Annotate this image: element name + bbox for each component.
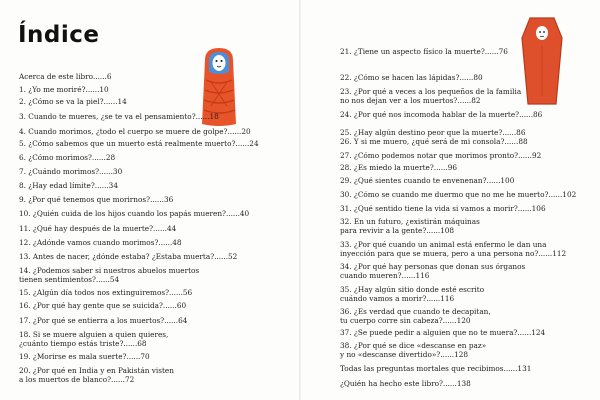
toc-entry[interactable]: 9. ¿Por qué tenemos que morirnos?......36 (19, 195, 174, 204)
toc-entry[interactable]: 25. ¿Hay algún destino peor que la muerte?......86 (340, 128, 526, 137)
toc-entry[interactable]: 27. ¿Cómo podemos notar que morimos pronto?......92 (340, 151, 542, 160)
toc-entry[interactable]: 15. ¿Algún día todos nos extinguiremos?......56 (19, 288, 193, 297)
toc-entry[interactable]: ¿Quién ha hecho este libro?......138 (340, 379, 471, 388)
toc-entry[interactable]: para revivir a la gente?......108 (340, 226, 455, 235)
toc-entry[interactable]: 8. ¿Hay edad límite?......34 (19, 181, 118, 190)
toc-entry[interactable]: 13. Antes de nacer, ¿dónde estaba? ¿Estaba muerta?......52 (19, 252, 238, 261)
toc-entry[interactable]: 33. ¿Por qué cuando un animal está enfermo le dan una (340, 240, 547, 249)
toc-entry[interactable]: tu cuerpo corre sin cabeza?......120 (340, 316, 471, 325)
toc-entry[interactable]: cuándo vamos a morir?......116 (340, 294, 455, 303)
toc-entry[interactable]: 21. ¿Tiene un aspecto físico la muerte?......76 (340, 47, 508, 56)
toc-entry[interactable]: 31. ¿Qué sentido tiene la vida si vamos a morir?......106 (340, 204, 546, 213)
toc-entry[interactable]: 6. ¿Cómo morimos?......28 (19, 153, 116, 162)
toc-entry[interactable]: 11. ¿Qué hay después de la muerte?......44 (19, 224, 177, 233)
toc-entry[interactable]: 7. ¿Cuándo morimos?......30 (19, 167, 123, 176)
toc-entry[interactable]: 12. ¿Adónde vamos cuando morimos?......48 (19, 238, 182, 247)
toc-entry[interactable]: 24. ¿Por qué nos incomoda hablar de la muerte?......86 (340, 110, 543, 119)
toc-entry[interactable]: 35. ¿Hay algún sitio donde esté escrito (340, 285, 485, 294)
toc-entry[interactable]: 19. ¿Morirse es mala suerte?......70 (19, 352, 150, 361)
coffin-illustration (520, 16, 564, 106)
toc-entry[interactable]: 38. ¿Por qué se dice «descanse en paz» (340, 341, 487, 350)
toc-entry[interactable]: 36. ¿Es verdad que cuando te decapitan, (340, 307, 491, 316)
toc-entry[interactable]: inyección para que se muera, pero a una persona no?......112 (340, 249, 567, 258)
toc-entry[interactable]: 26. Y si me muero, ¿qué será de mi consola?......88 (340, 137, 528, 146)
toc-entry[interactable]: 18. Si se muere alguien a quien quieres, (19, 330, 169, 339)
toc-entry[interactable]: y no «descanse divertido»?......128 (340, 350, 469, 359)
toc-entry[interactable]: a los muertos de blanco?......72 (19, 375, 135, 384)
toc-entry[interactable]: tienen sentimientos?......54 (19, 275, 120, 284)
toc-entry[interactable]: 30. ¿Cómo se cuando me duermo que no me he muerto?......102 (340, 190, 577, 199)
toc-entry[interactable]: 2. ¿Cómo se va la piel?......14 (19, 97, 127, 106)
toc-entry[interactable]: 14. ¿Podemos saber si nuestros abuelos muertos (19, 266, 200, 275)
toc-entry[interactable]: 1. ¿Yo me moriré?......10 (19, 85, 109, 94)
toc-entry[interactable]: 29. ¿Qué sientes cuando te envenenan?......100 (340, 176, 515, 185)
toc-entry[interactable]: ¿cuánto tiempo estás triste?......68 (19, 339, 147, 348)
toc-entry[interactable]: 23. ¿Por qué a veces a los pequeños de la familia (340, 87, 522, 96)
toc-entry[interactable]: Todas las preguntas mortales que recibimos......131 (340, 364, 532, 373)
toc-entry[interactable]: 32. En un futuro, ¿existirán máquinas (340, 217, 480, 226)
toc-entry[interactable]: 34. ¿Por qué hay personas que donan sus órganos (340, 262, 526, 271)
toc-entry[interactable]: 28. ¿Es miedo la muerte?......96 (340, 163, 457, 172)
page-title: Índice (18, 22, 100, 48)
toc-entry[interactable]: 22. ¿Cómo se hacen las lápidas?......80 (340, 73, 483, 82)
toc-entry[interactable]: 10. ¿Quién cuida de los hijos cuando los papás mueren?......40 (19, 209, 250, 218)
toc-entry[interactable]: cuando mueren?......116 (340, 271, 430, 280)
toc-entry[interactable]: 16. ¿Por qué hay gente que se suicida?......60 (19, 301, 187, 310)
toc-entry[interactable]: 3. Cuando te mueres, ¿se te va el pensamiento?......18 (19, 112, 219, 121)
toc-entry[interactable]: 17. ¿Por qué se entierra a los muertos?......64 (19, 316, 188, 325)
toc-entry[interactable]: 20. ¿Por qué en India y en Pakistán visten (19, 366, 174, 375)
toc-entry[interactable]: 37. ¿Se puede pedir a alguien que no te muera?......124 (340, 328, 546, 337)
toc-entry[interactable]: 4. Cuando morimos, ¿todo el cuerpo se muere de golpe?......20 (19, 127, 251, 136)
toc-entry[interactable]: Acerca de este libro......6 (19, 72, 112, 81)
toc-entry[interactable]: 5. ¿Cómo sabemos que un muerto está realmente muerto?......24 (19, 139, 259, 148)
toc-entry[interactable]: no nos dejan ver a los muertos?......82 (340, 96, 481, 105)
page-gutter (299, 0, 301, 400)
